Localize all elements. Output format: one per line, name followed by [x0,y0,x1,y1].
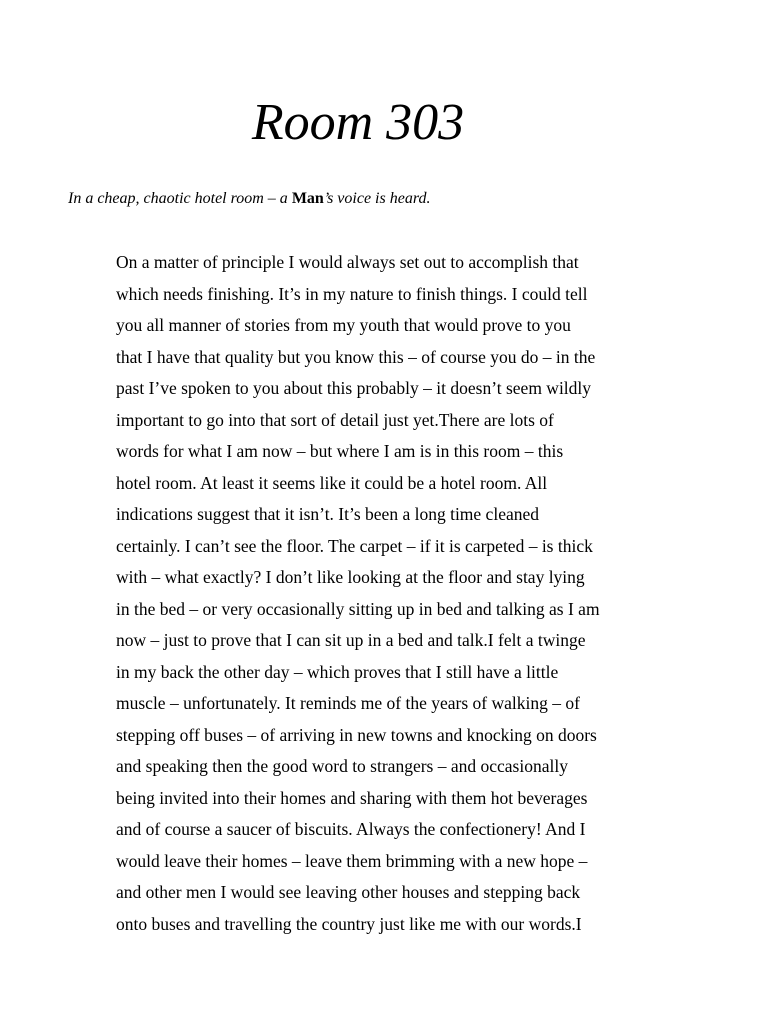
monologue-line: onto buses and travelling the country just like me with our words.I [116,913,582,934]
monologue-line: and speaking then the good word to strangers – and occasionally [116,756,568,776]
monologue-line: now – just to prove that I can sit up in a bed and talk.I felt a twinge [116,630,586,650]
monologue-line: would leave their homes – leave them brimming with a new hope – [116,850,588,871]
monologue-line: and other men I would see leaving other houses and stepping back [116,882,581,902]
monologue-line: past I’ve spoken to you about this probably – it doesn’t seem wildly [116,378,592,398]
monologue-line: words for what I am now – but where I am is in this room – this [116,441,564,461]
stage-direction-text-before: In a cheap, chaotic hotel room – a [68,190,292,207]
monologue-line: muscle – unfortunately. It reminds me of the years of walking – of [116,693,580,713]
monologue-line: in the bed – or very occasionally sitting up in bed and talking as I am [116,598,600,619]
monologue-line: On a matter of principle I would always set out to accomplish that [116,252,579,272]
monologue-line: being invited into their homes and sharing with them hot beverages [116,787,588,808]
monologue-line: you all manner of stories from my youth that would prove to you [116,315,571,335]
monologue-line: important to go into that sort of detail just yet.There are lots of [116,409,554,430]
monologue-line: certainly. I can’t see the floor. The carpet – if it is carpeted – is thick [116,535,593,556]
page-title: Room 303 [251,94,465,151]
monologue-line: in my back the other day – which proves that I still have a little [116,661,559,682]
monologue-line: indications suggest that it isn’t. It’s been a long time cleaned [116,504,539,524]
monologue-line: hotel room. At least it seems like it could be a hotel room. All [116,472,548,493]
character-name: Man [291,190,324,207]
monologue-line: which needs finishing. It’s in my nature to finish things. I could tell [116,283,588,304]
stage-direction [68,188,708,210]
monologue-line: with – what exactly? I don’t like looking at the floor and stay lying [116,567,585,587]
monologue [116,247,676,940]
monologue-line: stepping off buses – of arriving in new towns and knocking on doors [116,724,597,745]
stage-direction-text-after: ’s voice is heard. [323,190,431,207]
monologue-line: and of course a saucer of biscuits. Always the confectionery! And I [116,819,586,839]
monologue-line: that I have that quality but you know this – of course you do – in the [116,346,596,367]
